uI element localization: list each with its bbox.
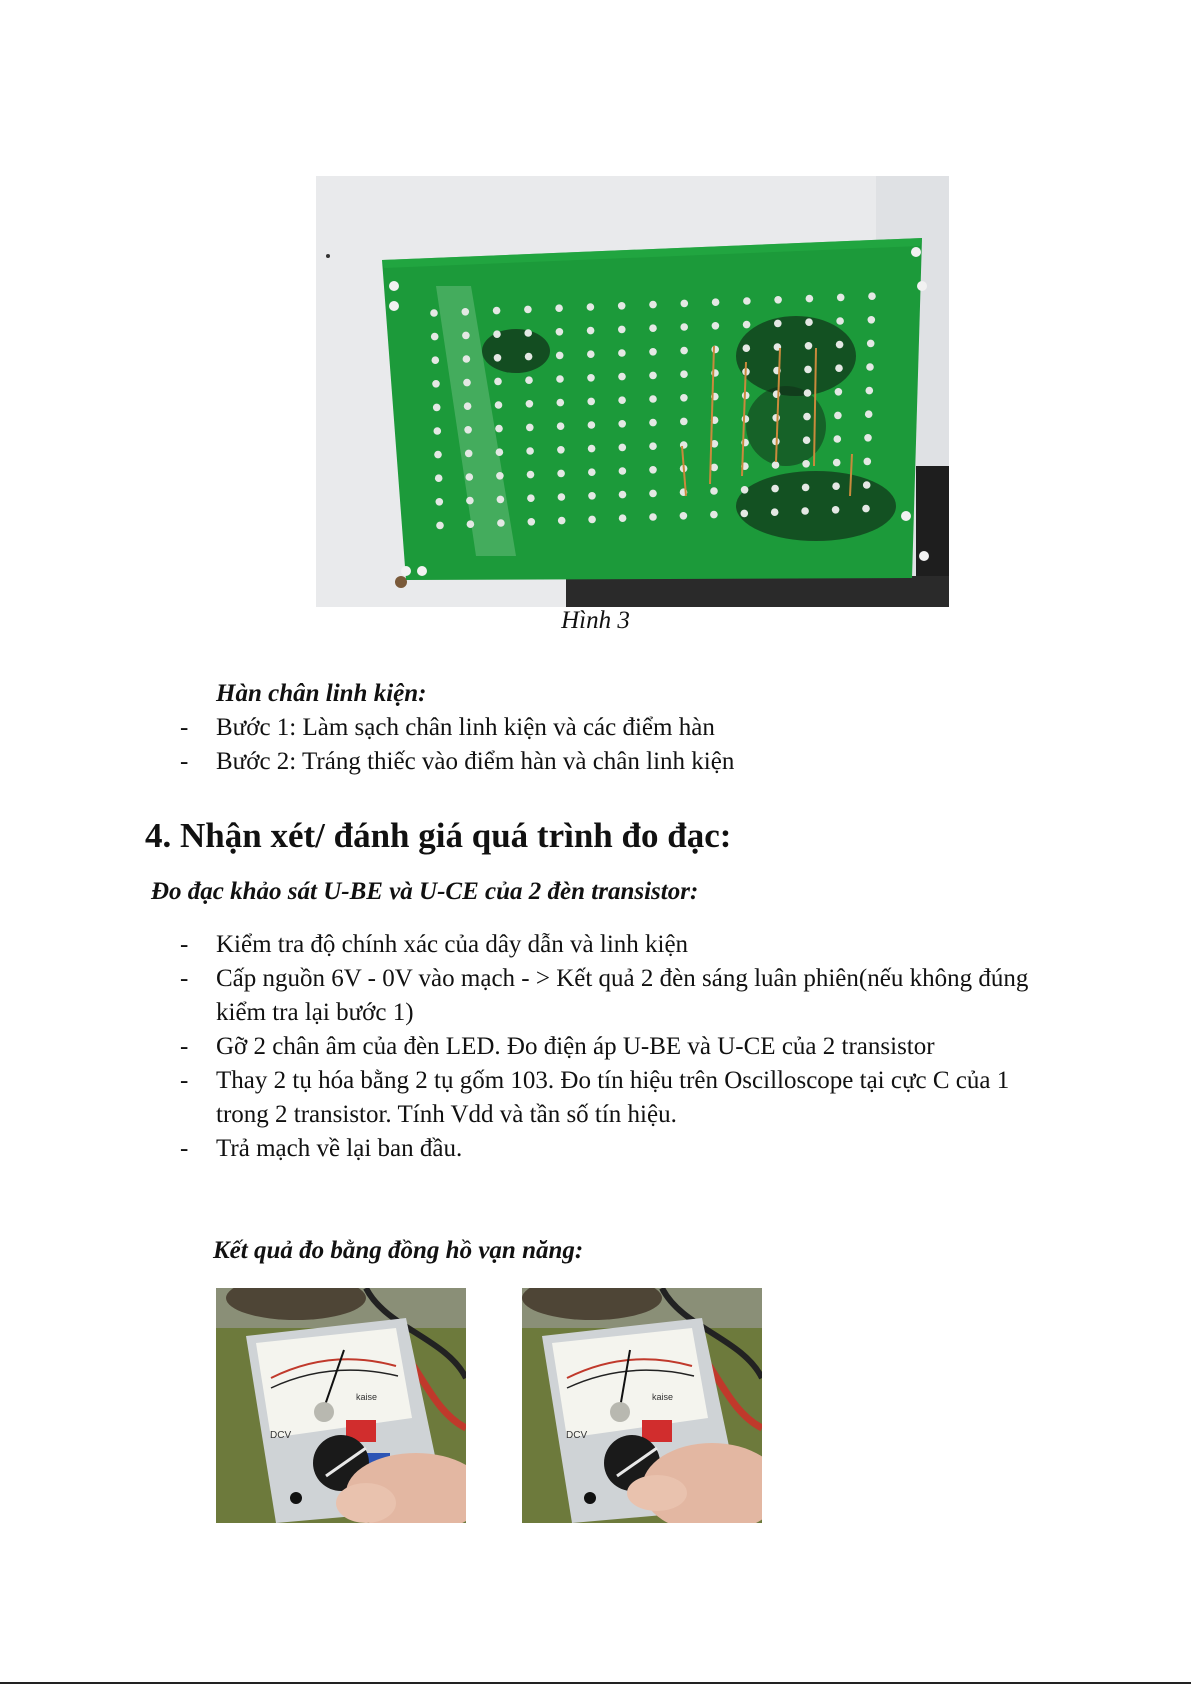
solder-pad (462, 308, 470, 316)
multimeter-image (522, 1288, 762, 1523)
list-dash: - (180, 1067, 189, 1094)
solder-pad (587, 327, 595, 335)
solder-pad (525, 353, 533, 361)
solder-pad (864, 458, 872, 466)
solder-pad (588, 445, 596, 453)
solder-pad (804, 366, 812, 374)
solder-pad (556, 375, 564, 383)
solder-pad (436, 522, 444, 530)
solder-pad (466, 497, 474, 505)
list-item: - Kiểm tra độ chính xác của dây dẫn và linh kiện (180, 928, 1060, 962)
soldering-heading: Hàn chân linh kiện: (216, 680, 427, 707)
section-4-title: 4. Nhận xét/ đánh giá quá trình đo đạc: (145, 816, 732, 855)
solder-pad (774, 296, 782, 304)
solder-pad (771, 508, 779, 516)
multimeter-photo-1 (216, 1288, 466, 1523)
pcb-image (316, 176, 949, 607)
solder-pad (803, 436, 811, 444)
solder-pad (710, 511, 718, 519)
solder-pad (864, 434, 872, 442)
page-bottom-rule (0, 1682, 1191, 1684)
solder-pad (430, 309, 438, 317)
solder-pad (833, 459, 841, 467)
solder-pad (801, 507, 809, 515)
solder-pad (526, 424, 534, 432)
list-item: - Bước 2: Tráng thiếc vào điểm hàn và chân linh kiện (180, 745, 1060, 779)
list-item: - Cấp nguồn 6V - 0V vào mạch - > Kết quả 2 đèn sáng luân phiên(nếu không đúng kiểm tra lại bước 1) (180, 962, 1060, 1030)
solder-pad (712, 298, 720, 306)
solder-pad (835, 364, 843, 372)
solder-pad (680, 512, 688, 520)
solder-pad (527, 494, 535, 502)
solder-pad (619, 467, 627, 475)
solder-pad (742, 415, 750, 423)
multimeter-results-heading: Kết quả đo bằng đồng hồ vạn năng: (213, 1237, 584, 1264)
solder-pad (557, 422, 565, 430)
solder-pad (556, 328, 564, 336)
solder-pad (556, 352, 564, 360)
solder-pad (495, 425, 503, 433)
solder-pad (835, 388, 843, 396)
solder-pad (618, 396, 626, 404)
solder-pad (557, 399, 565, 407)
solder-pad (525, 376, 533, 384)
list-dash: - (180, 931, 189, 958)
solder-pad (649, 348, 657, 356)
solder-pad (802, 460, 810, 468)
solder-pad (464, 426, 472, 434)
solder-pad (587, 350, 595, 358)
solder-pad (588, 421, 596, 429)
solder-pad (680, 323, 688, 331)
list-item: - Bước 1: Làm sạch chân linh kiện và các điểm hàn (180, 711, 1060, 745)
list-dash: - (180, 1033, 189, 1060)
meter-brand-label: kaise (652, 1392, 674, 1402)
solder-pad (558, 517, 566, 525)
list-dash: - (180, 965, 189, 992)
solder-pad (494, 378, 502, 386)
solder-pad (834, 412, 842, 420)
solder-pad (524, 306, 532, 314)
list-item: - Trả mạch về lại ban đầu. (180, 1132, 1060, 1166)
solder-pad (741, 510, 749, 518)
solder-pad (467, 520, 475, 528)
solder-pad (772, 461, 780, 469)
figure-3-pcb-photo (316, 176, 949, 607)
solder-pad (832, 506, 840, 514)
solder-pad (495, 401, 503, 409)
solder-pad (680, 370, 688, 378)
solder-pad (862, 505, 870, 513)
solder-pad (434, 427, 442, 435)
solder-pad (557, 470, 565, 478)
solder-pad (741, 486, 749, 494)
solder-pad (863, 481, 871, 489)
solder-pad (432, 356, 440, 364)
solder-pad (587, 374, 595, 382)
solder-pad (649, 324, 657, 332)
meter-brand-label: kaise (356, 1392, 378, 1402)
solder-pad (865, 410, 873, 418)
multimeter-photo-2 (522, 1288, 762, 1523)
solder-pad (619, 491, 627, 499)
soldering-steps-list (180, 711, 1060, 779)
solder-pad (588, 468, 596, 476)
solder-pad (527, 471, 535, 479)
solder-pad (680, 418, 688, 426)
solder-pad (526, 400, 534, 408)
list-dash: - (180, 714, 189, 741)
solder-pad (802, 484, 810, 492)
solder-pad (680, 347, 688, 355)
solder-pad (681, 300, 689, 308)
solder-pad (772, 414, 780, 422)
solder-pad (462, 332, 470, 340)
solder-pad (803, 413, 811, 421)
solder-pad (433, 404, 441, 412)
solder-pad (836, 317, 844, 325)
solder-pad (528, 518, 536, 526)
solder-pad (558, 493, 566, 501)
solder-pad (618, 420, 626, 428)
solder-pad (649, 301, 657, 309)
list-dash: - (180, 1135, 189, 1162)
solder-pad (463, 379, 471, 387)
list-dash: - (180, 748, 189, 775)
solder-pad (526, 447, 534, 455)
solder-pad (464, 402, 472, 410)
solder-pad (774, 320, 782, 328)
solder-pad (619, 514, 627, 522)
solder-pad (587, 398, 595, 406)
solder-pad (618, 349, 626, 357)
multimeter-image (216, 1288, 466, 1523)
solder-pad (496, 472, 504, 480)
figure-3-caption: Hình 3 (561, 607, 630, 634)
solder-pad (680, 441, 688, 449)
solder-pad (804, 389, 812, 397)
solder-pad (832, 482, 840, 490)
solder-pad (868, 292, 876, 300)
solder-pad (435, 474, 443, 482)
solder-pad (649, 372, 657, 380)
solder-pad (431, 333, 439, 341)
solder-pad (618, 302, 626, 310)
solder-pad (588, 516, 596, 524)
solder-pad (836, 341, 844, 349)
solder-pad (743, 344, 751, 352)
solder-pad (805, 318, 813, 326)
solder-pad (743, 321, 751, 329)
solder-pad (465, 450, 473, 458)
list-item: - Gỡ 2 chân âm của đèn LED. Đo điện áp U-BE và U-CE của 2 transistor (180, 1030, 1060, 1064)
solder-pad (649, 490, 657, 498)
solder-pad (680, 394, 688, 402)
solder-pad (434, 451, 442, 459)
solder-pad (524, 329, 532, 337)
solder-pad (866, 363, 874, 371)
solder-pad (710, 487, 718, 495)
solder-pad (743, 297, 751, 305)
solder-pad (771, 485, 779, 493)
solder-pad (588, 492, 596, 500)
solder-pad (619, 444, 627, 452)
solder-pad (436, 498, 444, 506)
section-4-checklist (180, 928, 1060, 1166)
solder-pad (557, 446, 565, 454)
solder-pad (496, 448, 504, 456)
solder-pad (618, 326, 626, 334)
solder-pad (837, 294, 845, 302)
solder-pad (805, 342, 813, 350)
solder-pad (463, 355, 471, 363)
solder-pad (649, 513, 657, 521)
solder-pad (432, 380, 440, 388)
solder-pad (618, 373, 626, 381)
list-item: - Thay 2 tụ hóa bằng 2 tụ gốm 103. Đo tín hiệu trên Oscilloscope tại cực C của 1 trong 2 transistor. Tính Vdd và tần số tín hiệu. (180, 1064, 1060, 1132)
solder-pad (806, 295, 814, 303)
solder-pad (866, 387, 874, 395)
solder-pad (555, 304, 563, 312)
solder-pad (649, 466, 657, 474)
solder-pad (834, 435, 842, 443)
meter-range-label: DCV (566, 1430, 588, 1441)
meter-range-label: DCV (270, 1430, 292, 1441)
solder-pad (868, 316, 876, 324)
solder-pad (494, 354, 502, 362)
solder-pad (649, 395, 657, 403)
solder-pad (587, 303, 595, 311)
solder-pad (649, 442, 657, 450)
solder-pad (712, 322, 720, 330)
solder-pad (466, 473, 474, 481)
section-4-subtitle: Đo đạc khảo sát U-BE và U-CE của 2 đèn transistor: (151, 878, 699, 905)
solder-pad (711, 346, 719, 354)
solder-pad (867, 340, 875, 348)
solder-pad (649, 419, 657, 427)
solder-pad (497, 519, 505, 527)
solder-pad (493, 307, 501, 315)
solder-pad (493, 330, 501, 338)
solder-pad (497, 496, 505, 504)
